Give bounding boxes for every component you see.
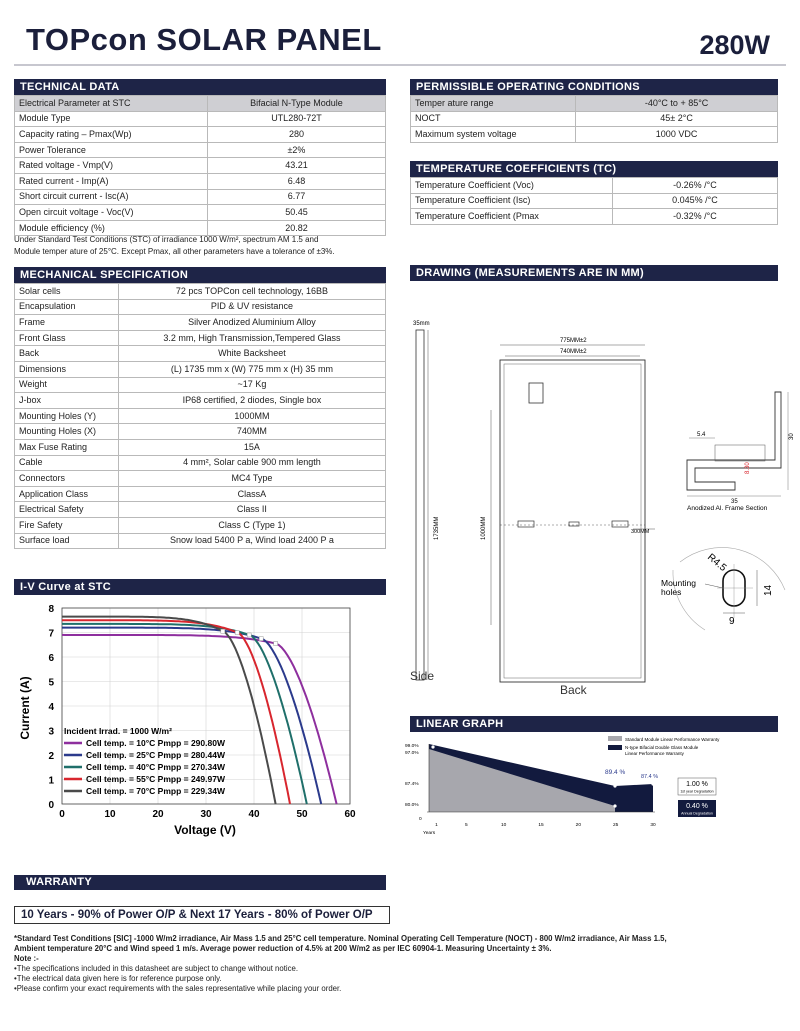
parameter-cell: Module Type bbox=[15, 111, 208, 127]
table-row bbox=[15, 408, 386, 424]
linear-x-tick-label: 20 bbox=[575, 823, 582, 828]
legend-ntype-label-2: Linear Performance Warranty bbox=[625, 751, 684, 756]
y-label-874: 87.4% bbox=[405, 782, 419, 787]
table-row bbox=[15, 330, 386, 346]
warranty-heading: WARRANTY bbox=[14, 875, 386, 890]
parameter-cell: J-box bbox=[15, 393, 119, 409]
value-cell: White Backsheet bbox=[118, 346, 385, 362]
parameter-cell: Back bbox=[15, 346, 119, 362]
legend-ntype-label-1: N-type Bifacial Double Glass Module bbox=[625, 745, 699, 750]
hole-radius-label: R4.5 bbox=[705, 551, 729, 574]
value-cell: ±2% bbox=[207, 142, 385, 158]
value-cell: 50.45 bbox=[207, 205, 385, 221]
back-label: Back bbox=[560, 683, 587, 697]
table-row bbox=[15, 96, 386, 112]
parameter-cell: Weight bbox=[15, 377, 119, 393]
mounting-caption-2: holes bbox=[661, 587, 682, 597]
table-row bbox=[15, 471, 386, 487]
linear-x-tick-label: 30 bbox=[650, 823, 656, 828]
drawing-heading: DRAWING (MEASUREMENTS ARE IN MM) bbox=[410, 265, 778, 281]
table-row bbox=[411, 111, 778, 127]
hole-height-label: 14 bbox=[763, 584, 774, 596]
iv-incident-label: Incident Irrad. = 1000 W/m² bbox=[64, 726, 172, 736]
table-row bbox=[15, 486, 386, 502]
iv-legend-label: Cell temp. = 10°C Pmpp = 290.80W bbox=[86, 738, 225, 748]
frame-width-label: 35 bbox=[731, 499, 738, 505]
junction-box bbox=[529, 383, 543, 403]
iv-y-tick-label: 2 bbox=[48, 751, 54, 762]
iv-curve-chart bbox=[10, 596, 386, 846]
mechanical-spec-table bbox=[14, 283, 386, 549]
hole-width-label: 9 bbox=[729, 616, 735, 627]
page-title: TOPcon SOLAR PANEL bbox=[26, 22, 382, 57]
parameter-cell: Fire Safety bbox=[15, 517, 119, 533]
iv-mpp-marker bbox=[274, 642, 278, 646]
iv-y-tick-label: 0 bbox=[48, 800, 54, 811]
y-label-99: 99.0% bbox=[405, 744, 419, 749]
iv-y-tick-label: 6 bbox=[48, 653, 54, 664]
value-cell: -0.26% /°C bbox=[612, 178, 777, 194]
technical-data-heading: TECHNICAL DATA bbox=[14, 79, 386, 95]
operating-conditions-table bbox=[410, 95, 778, 143]
table-row bbox=[15, 173, 386, 189]
legend-standard-label: Standard Module Linear Performance Warranty bbox=[625, 737, 720, 742]
frame-height-label: 30 bbox=[789, 433, 795, 440]
power-rating: 280W bbox=[699, 30, 770, 60]
parameter-cell: Maximum system voltage bbox=[411, 127, 576, 143]
value-cell: Class C (Type 1) bbox=[118, 517, 385, 533]
linear-x-tick-label: 10 bbox=[500, 823, 507, 828]
footer-note-2: •The electrical data given here is for reference purpose only. bbox=[14, 974, 222, 983]
value-cell: PID & UV resistance bbox=[118, 299, 385, 315]
iv-y-axis-label: Current (A) bbox=[18, 676, 32, 740]
parameter-cell: Temperature Coefficient (Pmax bbox=[411, 209, 613, 225]
footer-note-1: •The specifications included in this datasheet are subject to change without notice. bbox=[14, 964, 299, 973]
parameter-cell: Temperature Coefficient (Voc) bbox=[411, 178, 613, 194]
parameter-cell: Application Class bbox=[15, 486, 119, 502]
iv-x-tick-label: 20 bbox=[152, 809, 164, 820]
table-row bbox=[411, 178, 778, 194]
table-row bbox=[15, 299, 386, 315]
iv-x-tick-label: 0 bbox=[59, 809, 65, 820]
value-cell: ClassA bbox=[118, 486, 385, 502]
iv-mpp-marker bbox=[259, 637, 263, 641]
annotation-894: 89.4 % bbox=[605, 769, 626, 776]
value-cell: 6.77 bbox=[207, 189, 385, 205]
side-label: Side bbox=[410, 669, 435, 683]
value-cell: 280 bbox=[207, 127, 385, 143]
value-cell: Snow load 5400 P a, Wind load 2400 P a bbox=[118, 533, 385, 549]
hole-span-label: 1000MM bbox=[481, 516, 487, 540]
iv-legend-label: Cell temp. = 25°C Pmpp = 280.44W bbox=[86, 750, 225, 760]
table-row bbox=[411, 193, 778, 209]
value-cell: -0.32% /°C bbox=[612, 209, 777, 225]
parameter-cell: Rated current - Imp(A) bbox=[15, 173, 208, 189]
value-cell: 72 pcs TOPCon cell technology, 16BB bbox=[118, 284, 385, 300]
value-cell: 3.2 mm, High Transmission,Tempered Glass bbox=[118, 330, 385, 346]
parameter-cell: Open circuit voltage - Voc(V) bbox=[15, 205, 208, 221]
table-row bbox=[15, 205, 386, 221]
iv-mpp-marker bbox=[235, 631, 239, 635]
value-cell: UTL280-72T bbox=[207, 111, 385, 127]
table-row bbox=[15, 127, 386, 143]
linear-graph-heading: LINEAR GRAPH bbox=[410, 716, 778, 732]
value-cell: (L) 1735 mm x (W) 775 mm x (H) 35 mm bbox=[118, 361, 385, 377]
value-cell: Silver Anodized Aluminium Alloy bbox=[118, 315, 385, 331]
temperature-coefficients-heading: TEMPERATURE COEFFICIENTS (TC) bbox=[410, 161, 778, 177]
table-row bbox=[15, 502, 386, 518]
linear-x-tick-label: 1 bbox=[435, 823, 438, 828]
value-cell: 1000 VDC bbox=[576, 127, 778, 143]
iv-legend-label: Cell temp. = 70°C Pmpp = 229.34W bbox=[86, 786, 225, 796]
width-inner-label: 740MM±2 bbox=[560, 349, 587, 355]
value-cell: 45± 2°C bbox=[576, 111, 778, 127]
side-view bbox=[416, 330, 424, 680]
parameter-cell: Front Glass bbox=[15, 330, 119, 346]
iv-mpp-marker bbox=[221, 629, 225, 633]
first-year-degradation-caption: 1st year Degradation bbox=[680, 789, 714, 794]
iv-x-axis-label: Voltage (V) bbox=[174, 823, 236, 837]
parameter-cell: NOCT bbox=[411, 111, 576, 127]
iv-y-tick-label: 5 bbox=[48, 677, 54, 689]
parameter-cell: Frame bbox=[15, 315, 119, 331]
annual-degradation-value: 0.40 % bbox=[686, 803, 708, 810]
parameter-cell: Power Tolerance bbox=[15, 142, 208, 158]
iv-mpp-marker bbox=[247, 633, 251, 637]
parameter-cell: Temperature Coefficient (Isc) bbox=[411, 193, 613, 209]
parameter-cell: Module efficiency (%) bbox=[15, 220, 208, 236]
iv-legend-label: Cell temp. = 40°C Pmpp = 270.34W bbox=[86, 762, 225, 772]
value-cell: 1000MM bbox=[118, 408, 385, 424]
operating-conditions-heading: PERMISSIBLE OPERATING CONDITIONS bbox=[410, 79, 778, 95]
parameter-cell: Electrical Safety bbox=[15, 502, 119, 518]
length-label: 1735MM bbox=[434, 516, 440, 540]
y-label-80: 80.0% bbox=[405, 803, 419, 808]
stc-footnote-1: *Standard Test Conditions [SIC] -1000 W/m2 irradiance, Air Mass 1.5 and 25°C cell temperature. Nominal Operating Cell Temperature (NOCT) - 800 W/m2 irradiance, Air Mass 1.5, bbox=[14, 934, 667, 943]
table-row bbox=[15, 315, 386, 331]
iv-x-tick-label: 40 bbox=[248, 809, 260, 820]
frame-inner-height-label: 8.30 bbox=[745, 462, 751, 474]
iv-x-tick-label: 30 bbox=[200, 809, 212, 820]
parameter-cell: Encapsulation bbox=[15, 299, 119, 315]
width-outer-label: 775MM±2 bbox=[560, 338, 587, 344]
parameter-cell: Cable bbox=[15, 455, 119, 471]
iv-y-tick-label: 4 bbox=[48, 702, 54, 713]
table-row bbox=[15, 455, 386, 471]
stc-note bbox=[14, 234, 394, 258]
linear-x-tick-label: 25 bbox=[612, 823, 619, 828]
iv-x-tick-label: 50 bbox=[296, 809, 308, 820]
parameter-cell: Surface load bbox=[15, 533, 119, 549]
temperature-coefficients-table bbox=[410, 177, 778, 225]
annual-degradation-caption: Annual Degradation bbox=[681, 811, 713, 816]
parameter-cell: Dimensions bbox=[15, 361, 119, 377]
value-cell: 15A bbox=[118, 439, 385, 455]
cable-middle bbox=[569, 522, 579, 526]
mechanical-spec-heading: MECHANICAL SPECIFICATION bbox=[14, 267, 386, 283]
iv-y-tick-label: 1 bbox=[48, 775, 54, 787]
linear-x-tick-label: 5 bbox=[464, 823, 468, 828]
cable-length-label: 300MM bbox=[631, 529, 650, 535]
iv-x-tick-label: 60 bbox=[344, 809, 356, 820]
parameter-cell: Mounting Holes (X) bbox=[15, 424, 119, 440]
cable-left bbox=[518, 521, 534, 527]
frame-inner-width-label: 5.4 bbox=[697, 432, 706, 438]
stc-note-line-2: Module temper ature of 25°C. Except Pmax, all other parameters have a tolerance of ±3%. bbox=[14, 247, 335, 256]
table-row bbox=[15, 189, 386, 205]
stc-footnote-2: Ambient temperature 20°C and Wind speed 1 m/s. Average power reduction of 4.5% at 200 W/m2 as per IEC 60904-1. Measuring Uncertainty ± 3%. bbox=[14, 944, 552, 953]
mounting-caption-1: Mounting bbox=[661, 578, 696, 588]
y-label-0: 0 bbox=[419, 817, 422, 822]
table-row bbox=[15, 284, 386, 300]
iv-curve-heading: I-V Curve at STC bbox=[14, 579, 386, 595]
annotation-874: 87.4 % bbox=[641, 774, 659, 780]
point-year25-standard bbox=[613, 804, 616, 807]
table-row bbox=[411, 209, 778, 225]
value-cell: 20.82 bbox=[207, 220, 385, 236]
point-year25-ntype bbox=[613, 784, 616, 787]
value-cell: IP68 certified, 2 diodes, Single box bbox=[118, 393, 385, 409]
value-cell: 6.48 bbox=[207, 173, 385, 189]
cable-right bbox=[612, 521, 628, 527]
linear-graph-chart bbox=[405, 732, 795, 842]
value-cell: 4 mm², Solar cable 900 mm length bbox=[118, 455, 385, 471]
thickness-label: 35mm bbox=[413, 321, 430, 327]
table-row bbox=[15, 517, 386, 533]
value-cell: MC4 Type bbox=[118, 471, 385, 487]
table-row bbox=[411, 96, 778, 112]
table-row bbox=[15, 424, 386, 440]
iv-y-tick-label: 7 bbox=[48, 628, 54, 640]
iv-legend-label: Cell temp. = 55°C Pmpp = 249.97W bbox=[86, 774, 225, 784]
module-drawing bbox=[405, 300, 795, 705]
table-row bbox=[15, 158, 386, 174]
value-cell: Bifacial N-Type Module bbox=[207, 96, 385, 112]
frame-section bbox=[687, 392, 788, 496]
parameter-cell: Max Fuse Rating bbox=[15, 439, 119, 455]
iv-y-tick-label: 8 bbox=[48, 604, 54, 615]
warranty-statement: 10 Years - 90% of Power O/P & Next 17 Years - 80% of Power O/P bbox=[14, 906, 390, 924]
parameter-cell: Mounting Holes (Y) bbox=[15, 408, 119, 424]
table-row bbox=[15, 346, 386, 362]
legend-standard-swatch bbox=[608, 736, 622, 741]
iv-y-tick-label: 3 bbox=[48, 726, 54, 738]
parameter-cell: Capacity rating – Pmax(Wp) bbox=[15, 127, 208, 143]
linear-x-tick-label: 15 bbox=[538, 823, 544, 828]
parameter-cell: Solar cells bbox=[15, 284, 119, 300]
point-year1 bbox=[431, 745, 434, 748]
note-label: Note :- bbox=[14, 954, 39, 963]
value-cell: 740MM bbox=[118, 424, 385, 440]
table-row bbox=[411, 127, 778, 143]
footer-notes bbox=[14, 934, 786, 994]
table-row bbox=[15, 142, 386, 158]
legend-ntype-swatch bbox=[608, 745, 622, 750]
iv-x-tick-label: 10 bbox=[104, 809, 116, 820]
table-row bbox=[15, 533, 386, 549]
parameter-cell: Rated voltage - Vmp(V) bbox=[15, 158, 208, 174]
table-row bbox=[15, 361, 386, 377]
stc-note-line-1: Under Standard Test Conditions (STC) of irradiance 1000 W/m², spectrum AM 1.5 and bbox=[14, 235, 319, 244]
parameter-cell: Electrical Parameter at STC bbox=[15, 96, 208, 112]
parameter-cell: Connectors bbox=[15, 471, 119, 487]
value-cell: 0.045% /°C bbox=[612, 193, 777, 209]
technical-data-table bbox=[14, 95, 386, 236]
first-year-degradation-value: 1.00 % bbox=[686, 781, 708, 788]
footer-note-3: •Please confirm your exact requirements with the sales representative while placing your order. bbox=[14, 984, 342, 993]
point-year30-ntype bbox=[651, 782, 654, 785]
parameter-cell: Temper ature range bbox=[411, 96, 576, 112]
parameter-cell: Short circuit current - Isc(A) bbox=[15, 189, 208, 205]
table-row bbox=[15, 377, 386, 393]
title-divider bbox=[14, 64, 786, 66]
frame-caption: Anodized Al. Frame Section bbox=[687, 505, 768, 512]
table-row bbox=[15, 111, 386, 127]
value-cell: -40°C to + 85°C bbox=[576, 96, 778, 112]
x-axis-years: Years bbox=[423, 831, 436, 836]
table-row bbox=[15, 439, 386, 455]
value-cell: Class II bbox=[118, 502, 385, 518]
y-label-97: 97.0% bbox=[405, 751, 419, 756]
value-cell: ~17 Kg bbox=[118, 377, 385, 393]
table-row bbox=[15, 393, 386, 409]
value-cell: 43.21 bbox=[207, 158, 385, 174]
